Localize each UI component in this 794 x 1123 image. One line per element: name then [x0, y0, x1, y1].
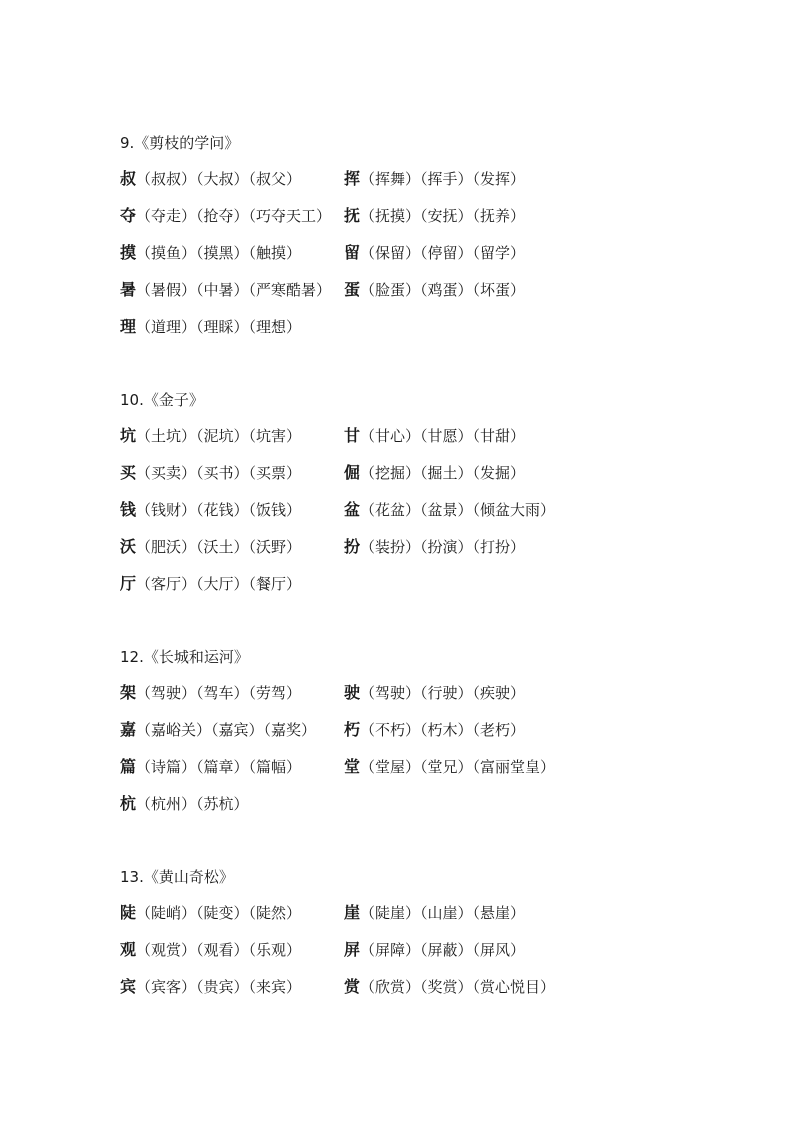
word-row	[120, 717, 720, 754]
word-entry	[344, 974, 555, 1000]
word-list: （道理）（理睬）（理想）	[136, 318, 302, 336]
word-row	[120, 754, 720, 791]
section-title: 12.《长城和运河》	[120, 648, 249, 666]
word-entry	[120, 937, 301, 963]
word-entry	[120, 534, 301, 560]
word-list: （买卖）（买书）（买票）	[136, 464, 302, 482]
word-entry	[120, 166, 301, 192]
character: 驶	[344, 683, 361, 702]
character: 杭	[120, 794, 137, 813]
character: 篇	[120, 757, 137, 776]
character: 崖	[344, 903, 361, 922]
word-list: （驾驶）（驾车）（劳驾）	[136, 684, 302, 702]
word-list: （钱财）（花钱）（饭钱）	[136, 501, 302, 519]
word-entry	[344, 680, 525, 706]
word-list: （嘉峪关）（嘉宾）（嘉奖）	[136, 721, 317, 739]
word-row	[120, 497, 720, 534]
character: 叔	[120, 169, 137, 188]
word-entry	[344, 460, 525, 486]
character: 屏	[344, 940, 361, 959]
word-row	[120, 571, 720, 608]
section-title: 10.《金子》	[120, 391, 204, 409]
section-title: 13.《黄山奇松》	[120, 868, 234, 886]
character: 厅	[120, 574, 137, 593]
word-row	[120, 974, 720, 1011]
character: 挥	[344, 169, 361, 188]
word-list: （欣赏）（奖赏）（赏心悦目）	[360, 978, 556, 996]
word-row	[120, 166, 720, 203]
word-entry	[344, 423, 525, 449]
word-entry	[120, 423, 301, 449]
word-entry	[120, 900, 301, 926]
section-lesson-13	[120, 864, 720, 1011]
character: 留	[344, 243, 361, 262]
word-list: （甘心）（甘愿）（甘甜）	[360, 427, 526, 445]
word-list: （杭州）（苏杭）	[136, 795, 249, 813]
word-entry	[120, 571, 301, 597]
word-list: （肥沃）（沃土）（沃野）	[136, 538, 302, 556]
word-list: （屏障）（屏蔽）（屏风）	[360, 941, 526, 959]
word-entry	[120, 974, 301, 1000]
character: 倔	[344, 463, 361, 482]
section-title: 9.《剪枝的学问》	[120, 134, 240, 152]
section-lesson-10	[120, 387, 720, 608]
word-list: （土坑）（泥坑）（坑害）	[136, 427, 302, 445]
word-entry	[344, 240, 525, 266]
word-list: （保留）（停留）（留学）	[360, 244, 526, 262]
character: 宾	[120, 977, 137, 996]
word-list: （陡崖）（山崖）（悬崖）	[360, 904, 526, 922]
word-list: （抚摸）（安抚）（抚养）	[360, 207, 526, 225]
word-list: （挖掘）（掘土）（发掘）	[360, 464, 526, 482]
word-row	[120, 680, 720, 717]
word-list: （堂屋）（堂兄）（富丽堂皇）	[360, 758, 556, 776]
word-entry	[120, 240, 301, 266]
word-list: （观赏）（观看）（乐观）	[136, 941, 302, 959]
word-entry	[120, 754, 301, 780]
word-list: （叔叔）（大叔）（叔父）	[136, 170, 302, 188]
word-entry	[344, 534, 525, 560]
word-row	[120, 240, 720, 277]
word-entry	[344, 497, 555, 523]
word-list: （陡峭）（陡变）（陡然）	[136, 904, 302, 922]
word-entry	[344, 754, 555, 780]
character: 蛋	[344, 280, 361, 299]
word-entry	[120, 791, 249, 817]
word-list: （装扮）（扮演）（打扮）	[360, 538, 526, 556]
word-list: （宾客）（贵宾）（来宾）	[136, 978, 302, 996]
character: 甘	[344, 426, 361, 445]
word-entry	[120, 314, 301, 340]
character: 盆	[344, 500, 361, 519]
word-row	[120, 534, 720, 571]
character: 抚	[344, 206, 361, 225]
word-list: （驾驶）（行驶）（疾驶）	[360, 684, 526, 702]
word-list: （脸蛋）（鸡蛋）（坏蛋）	[360, 281, 526, 299]
word-list: （客厅）（大厅）（餐厅）	[136, 575, 302, 593]
word-entry	[120, 203, 331, 229]
section-lesson-12	[120, 644, 720, 828]
word-list: （不朽）（朽木）（老朽）	[360, 721, 526, 739]
character: 暑	[120, 280, 137, 299]
character: 钱	[120, 500, 137, 519]
character: 架	[120, 683, 137, 702]
character: 朽	[344, 720, 361, 739]
character: 理	[120, 317, 137, 336]
word-row	[120, 203, 720, 240]
character: 堂	[344, 757, 361, 776]
word-entry	[120, 680, 301, 706]
word-entry	[120, 460, 301, 486]
word-entry	[344, 900, 525, 926]
word-entry	[344, 277, 525, 303]
character: 观	[120, 940, 137, 959]
character: 坑	[120, 426, 137, 445]
word-entry	[120, 717, 316, 743]
character: 夺	[120, 206, 137, 225]
character: 赏	[344, 977, 361, 996]
word-row	[120, 277, 720, 314]
character: 沃	[120, 537, 137, 556]
character: 扮	[344, 537, 361, 556]
word-entry	[344, 166, 525, 192]
word-list: （夺走）（抢夺）（巧夺天工）	[136, 207, 332, 225]
word-row	[120, 937, 720, 974]
character: 摸	[120, 243, 137, 262]
word-list: （摸鱼）（摸黑）（触摸）	[136, 244, 302, 262]
word-entry	[344, 203, 525, 229]
word-list: （花盆）（盆景）（倾盆大雨）	[360, 501, 556, 519]
word-row	[120, 314, 720, 351]
word-entry	[120, 497, 301, 523]
word-entry	[344, 937, 525, 963]
character: 嘉	[120, 720, 137, 739]
word-row	[120, 460, 720, 497]
word-list: （挥舞）（挥手）（发挥）	[360, 170, 526, 188]
character: 陡	[120, 903, 137, 922]
word-row	[120, 791, 720, 828]
section-lesson-9	[120, 130, 720, 351]
word-entry	[344, 717, 525, 743]
word-row	[120, 423, 720, 460]
word-list: （诗篇）（篇章）（篇幅）	[136, 758, 302, 776]
word-list: （暑假）（中暑）（严寒酷暑）	[136, 281, 332, 299]
word-entry	[120, 277, 331, 303]
word-row	[120, 900, 720, 937]
character: 买	[120, 463, 137, 482]
vocabulary-page	[120, 130, 720, 1011]
